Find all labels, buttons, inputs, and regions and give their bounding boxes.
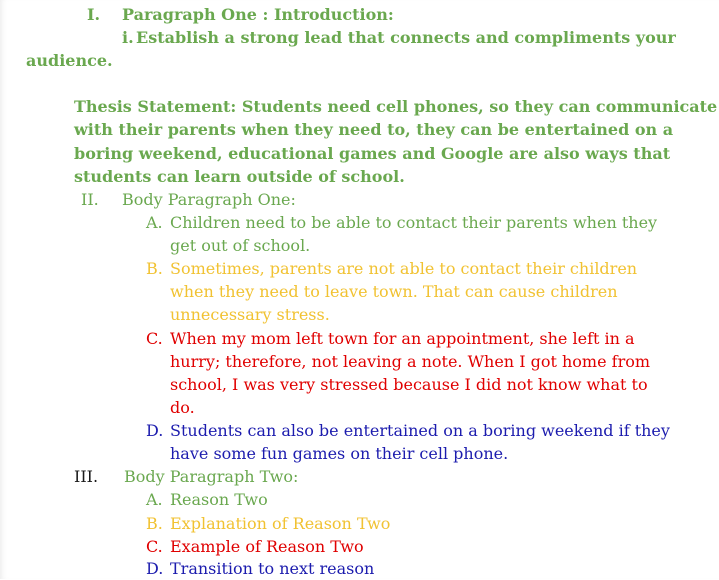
body-one-item-b-line3: unnecessary stress. bbox=[170, 305, 330, 324]
body-one-item-c-line2: hurry; therefore, not leaving a note. When I got home from bbox=[170, 352, 651, 371]
body-one-item-c-line4: do. bbox=[170, 398, 195, 417]
body-one-item-a-line2: get out of school. bbox=[170, 236, 311, 255]
intro-sub-line2: audience. bbox=[26, 51, 113, 70]
intro-sub-line1: Establish a strong lead that connects and compliments your bbox=[136, 28, 676, 47]
body-two-item-b-text: Explanation of Reason Two bbox=[170, 514, 391, 533]
body-one-item-a-line1: Children need to be able to contact their parents when they bbox=[170, 213, 658, 232]
body-one-item-b-line1: Sometimes, parents are not able to contact their children bbox=[170, 259, 638, 278]
body-one-item-c-line1: When my mom left town for an appointment, she left in a bbox=[170, 329, 635, 348]
body-two-item-a-text: Reason Two bbox=[170, 490, 268, 509]
body-two-heading: Body Paragraph Two: bbox=[124, 467, 299, 486]
intro-numeral: I. bbox=[87, 5, 101, 24]
body-one-item-d-line1: Students can also be entertained on a boring weekend if they bbox=[170, 421, 670, 440]
intro-heading: Paragraph One : Introduction: bbox=[122, 5, 394, 24]
body-two-item-c-marker: C. bbox=[146, 537, 163, 556]
body-one-item-d-marker: D. bbox=[146, 421, 164, 440]
body-one-item-d-line2: have some fun games on their cell phone. bbox=[170, 444, 509, 463]
body-two-item-d-text: Transition to next reason bbox=[170, 559, 375, 578]
thesis-line1: Thesis Statement: Students need cell phones, so they can communicate bbox=[74, 97, 718, 116]
body-one-numeral: II. bbox=[81, 190, 99, 209]
body-one-item-c-marker: C. bbox=[146, 329, 163, 348]
thesis-line2: with their parents when they need to, they can be entertained on a bbox=[74, 120, 674, 139]
thesis-line4: students can learn outside of school. bbox=[74, 167, 405, 186]
body-two-numeral: III. bbox=[74, 467, 99, 486]
body-two-item-d-marker: D. bbox=[146, 559, 164, 578]
body-two-item-a-marker: A. bbox=[146, 490, 163, 509]
thesis-line3: boring weekend, educational games and Google are also ways that bbox=[74, 144, 671, 163]
body-one-item-b-marker: B. bbox=[146, 259, 163, 278]
body-one-item-a-marker: A. bbox=[146, 213, 163, 232]
body-one-heading: Body Paragraph One: bbox=[122, 190, 296, 209]
body-two-item-b-marker: B. bbox=[146, 514, 163, 533]
body-one-item-c-line3: school, I was very stressed because I did not know what to bbox=[170, 375, 648, 394]
intro-sub-marker: i. bbox=[122, 28, 134, 47]
body-two-item-c-text: Example of Reason Two bbox=[170, 537, 364, 556]
body-one-item-b-line2: when they need to leave town. That can cause children bbox=[170, 282, 618, 301]
